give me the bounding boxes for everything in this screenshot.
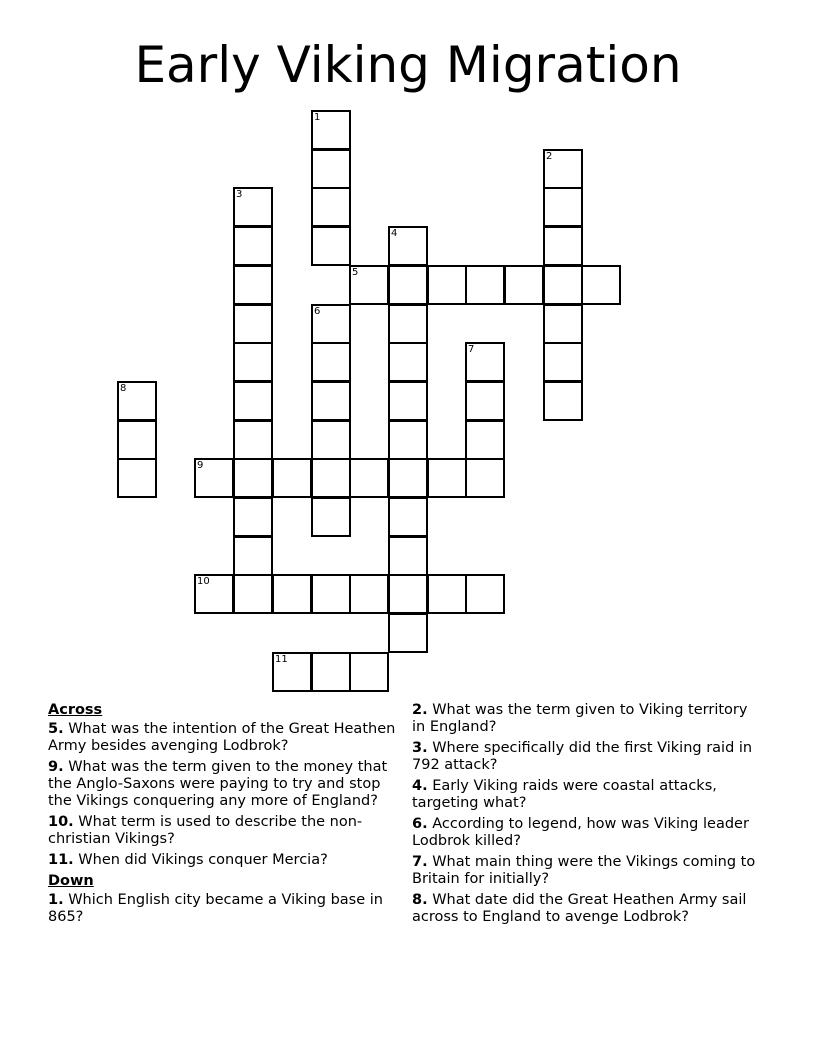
crossword-cell[interactable] (388, 420, 428, 460)
clue-down-3 (412, 740, 762, 774)
cell-number: 6 (314, 306, 321, 317)
crossword-cell[interactable] (465, 574, 505, 614)
crossword-cell[interactable] (233, 342, 273, 382)
clue-text: What was the intention of the Great Heathen Army besides avenging Lodbrok? (48, 721, 396, 754)
crossword-cell[interactable] (233, 420, 273, 460)
crossword-cell[interactable] (543, 381, 583, 421)
clue-number: 10. (48, 814, 74, 830)
crossword-cell[interactable] (311, 187, 351, 227)
cell-number: 1 (314, 112, 321, 123)
clue-number: 7. (412, 854, 428, 870)
clue-across-10 (48, 814, 398, 848)
crossword-cell[interactable] (311, 574, 351, 614)
crossword-cell[interactable] (272, 574, 312, 614)
cell-number: 9 (197, 460, 204, 471)
crossword-cell[interactable] (233, 187, 273, 227)
clue-down-4 (412, 778, 762, 812)
crossword-cell[interactable] (543, 149, 583, 189)
crossword-cell[interactable] (117, 381, 157, 421)
clue-text: What was the term given to Viking territory in England? (412, 702, 748, 735)
clue-number: 6. (412, 816, 428, 832)
crossword-cell[interactable] (427, 574, 467, 614)
cell-number: 7 (468, 344, 475, 355)
crossword-cell[interactable] (543, 187, 583, 227)
crossword-cell[interactable] (233, 304, 273, 344)
clue-number: 8. (412, 892, 428, 908)
crossword-cell[interactable] (543, 265, 583, 305)
crossword-cell[interactable] (233, 497, 273, 537)
crossword-cell[interactable] (233, 458, 273, 498)
crossword-cell[interactable] (581, 265, 621, 305)
clue-number: 9. (48, 759, 64, 775)
crossword-cell[interactable] (388, 458, 428, 498)
crossword-cell[interactable] (465, 265, 505, 305)
crossword-cell[interactable] (427, 458, 467, 498)
crossword-cell[interactable] (543, 304, 583, 344)
cell-number: 5 (352, 267, 359, 278)
crossword-cell[interactable] (543, 342, 583, 382)
crossword-cell[interactable] (272, 458, 312, 498)
crossword-cell[interactable] (349, 574, 389, 614)
cell-number: 10 (197, 576, 210, 587)
clue-down-1 (48, 892, 398, 926)
crossword-cell[interactable] (388, 265, 428, 305)
clue-text: Where specifically did the first Viking raid in 792 attack? (412, 740, 753, 773)
crossword-cell[interactable] (349, 265, 389, 305)
crossword-cell[interactable] (388, 226, 428, 266)
across-heading: Across (48, 702, 103, 718)
cell-number: 4 (391, 228, 398, 239)
page-title: Early Viking Migration (134, 36, 682, 94)
down-heading: Down (48, 873, 94, 889)
crossword-cell[interactable] (233, 381, 273, 421)
crossword-cell[interactable] (311, 381, 351, 421)
crossword-cell[interactable] (311, 497, 351, 537)
clue-text: What term is used to describe the non-christian Vikings? (48, 814, 363, 847)
crossword-cell[interactable] (388, 497, 428, 537)
clue-text: Early Viking raids were coastal attacks, targeting what? (412, 778, 717, 811)
crossword-cell[interactable] (388, 342, 428, 382)
clue-text: What was the term given to the money that the Anglo-Saxons were paying to try and stop the Vikings conquering any more of England? (48, 759, 388, 809)
crossword-cell[interactable] (272, 652, 312, 692)
crossword-cell[interactable] (388, 536, 428, 576)
clue-down-7 (412, 854, 762, 888)
clue-number: 4. (412, 778, 428, 794)
crossword-cell[interactable] (233, 226, 273, 266)
crossword-cell[interactable] (465, 420, 505, 460)
clue-down-8 (412, 892, 762, 926)
cell-number: 11 (275, 654, 288, 665)
crossword-cell[interactable] (388, 381, 428, 421)
clue-text: What main thing were the Vikings coming to Britain for initially? (412, 854, 756, 887)
clue-text: Which English city became a Viking base in 865? (48, 892, 383, 925)
crossword-cell[interactable] (117, 458, 157, 498)
clues-right-column (412, 702, 762, 930)
crossword-cell[interactable] (427, 265, 467, 305)
clue-number: 2. (412, 702, 428, 718)
crossword-cell[interactable] (311, 342, 351, 382)
cell-number: 8 (120, 383, 127, 394)
clue-across-5 (48, 721, 398, 755)
clue-number: 11. (48, 852, 74, 868)
crossword-cell[interactable] (117, 420, 157, 460)
crossword-cell[interactable] (388, 304, 428, 344)
crossword-cell[interactable] (233, 265, 273, 305)
crossword-cell[interactable] (194, 458, 234, 498)
clue-number: 1. (48, 892, 64, 908)
crossword-cell[interactable] (388, 613, 428, 653)
crossword-cell[interactable] (311, 652, 351, 692)
crossword-cell[interactable] (465, 458, 505, 498)
clue-across-11 (48, 852, 398, 869)
crossword-cell[interactable] (465, 381, 505, 421)
crossword-cell[interactable] (543, 226, 583, 266)
crossword-cell[interactable] (311, 420, 351, 460)
crossword-cell[interactable] (388, 574, 428, 614)
clue-number: 3. (412, 740, 428, 756)
crossword-cell[interactable] (233, 574, 273, 614)
crossword-cell[interactable] (311, 149, 351, 189)
crossword-cell[interactable] (504, 265, 544, 305)
crossword-cell[interactable] (311, 458, 351, 498)
crossword-cell[interactable] (311, 110, 351, 150)
crossword-cell[interactable] (194, 574, 234, 614)
clue-text: According to legend, how was Viking leader Lodbrok killed? (412, 816, 749, 849)
cell-number: 3 (236, 189, 243, 200)
clue-across-9 (48, 759, 398, 810)
crossword-cell[interactable] (349, 652, 389, 692)
crossword-cell[interactable] (349, 458, 389, 498)
crossword-cell[interactable] (311, 226, 351, 266)
crossword-cell[interactable] (233, 536, 273, 576)
clue-text: What date did the Great Heathen Army sail across to England to avenge Lodbrok? (412, 892, 747, 925)
clue-down-2 (412, 702, 762, 736)
clues-left-column (48, 702, 398, 930)
clue-text: When did Vikings conquer Mercia? (78, 852, 328, 868)
clue-down-6 (412, 816, 762, 850)
cell-number: 2 (546, 151, 553, 162)
crossword-cell[interactable] (311, 304, 351, 344)
clue-number: 5. (48, 721, 64, 737)
crossword-cell[interactable] (465, 342, 505, 382)
